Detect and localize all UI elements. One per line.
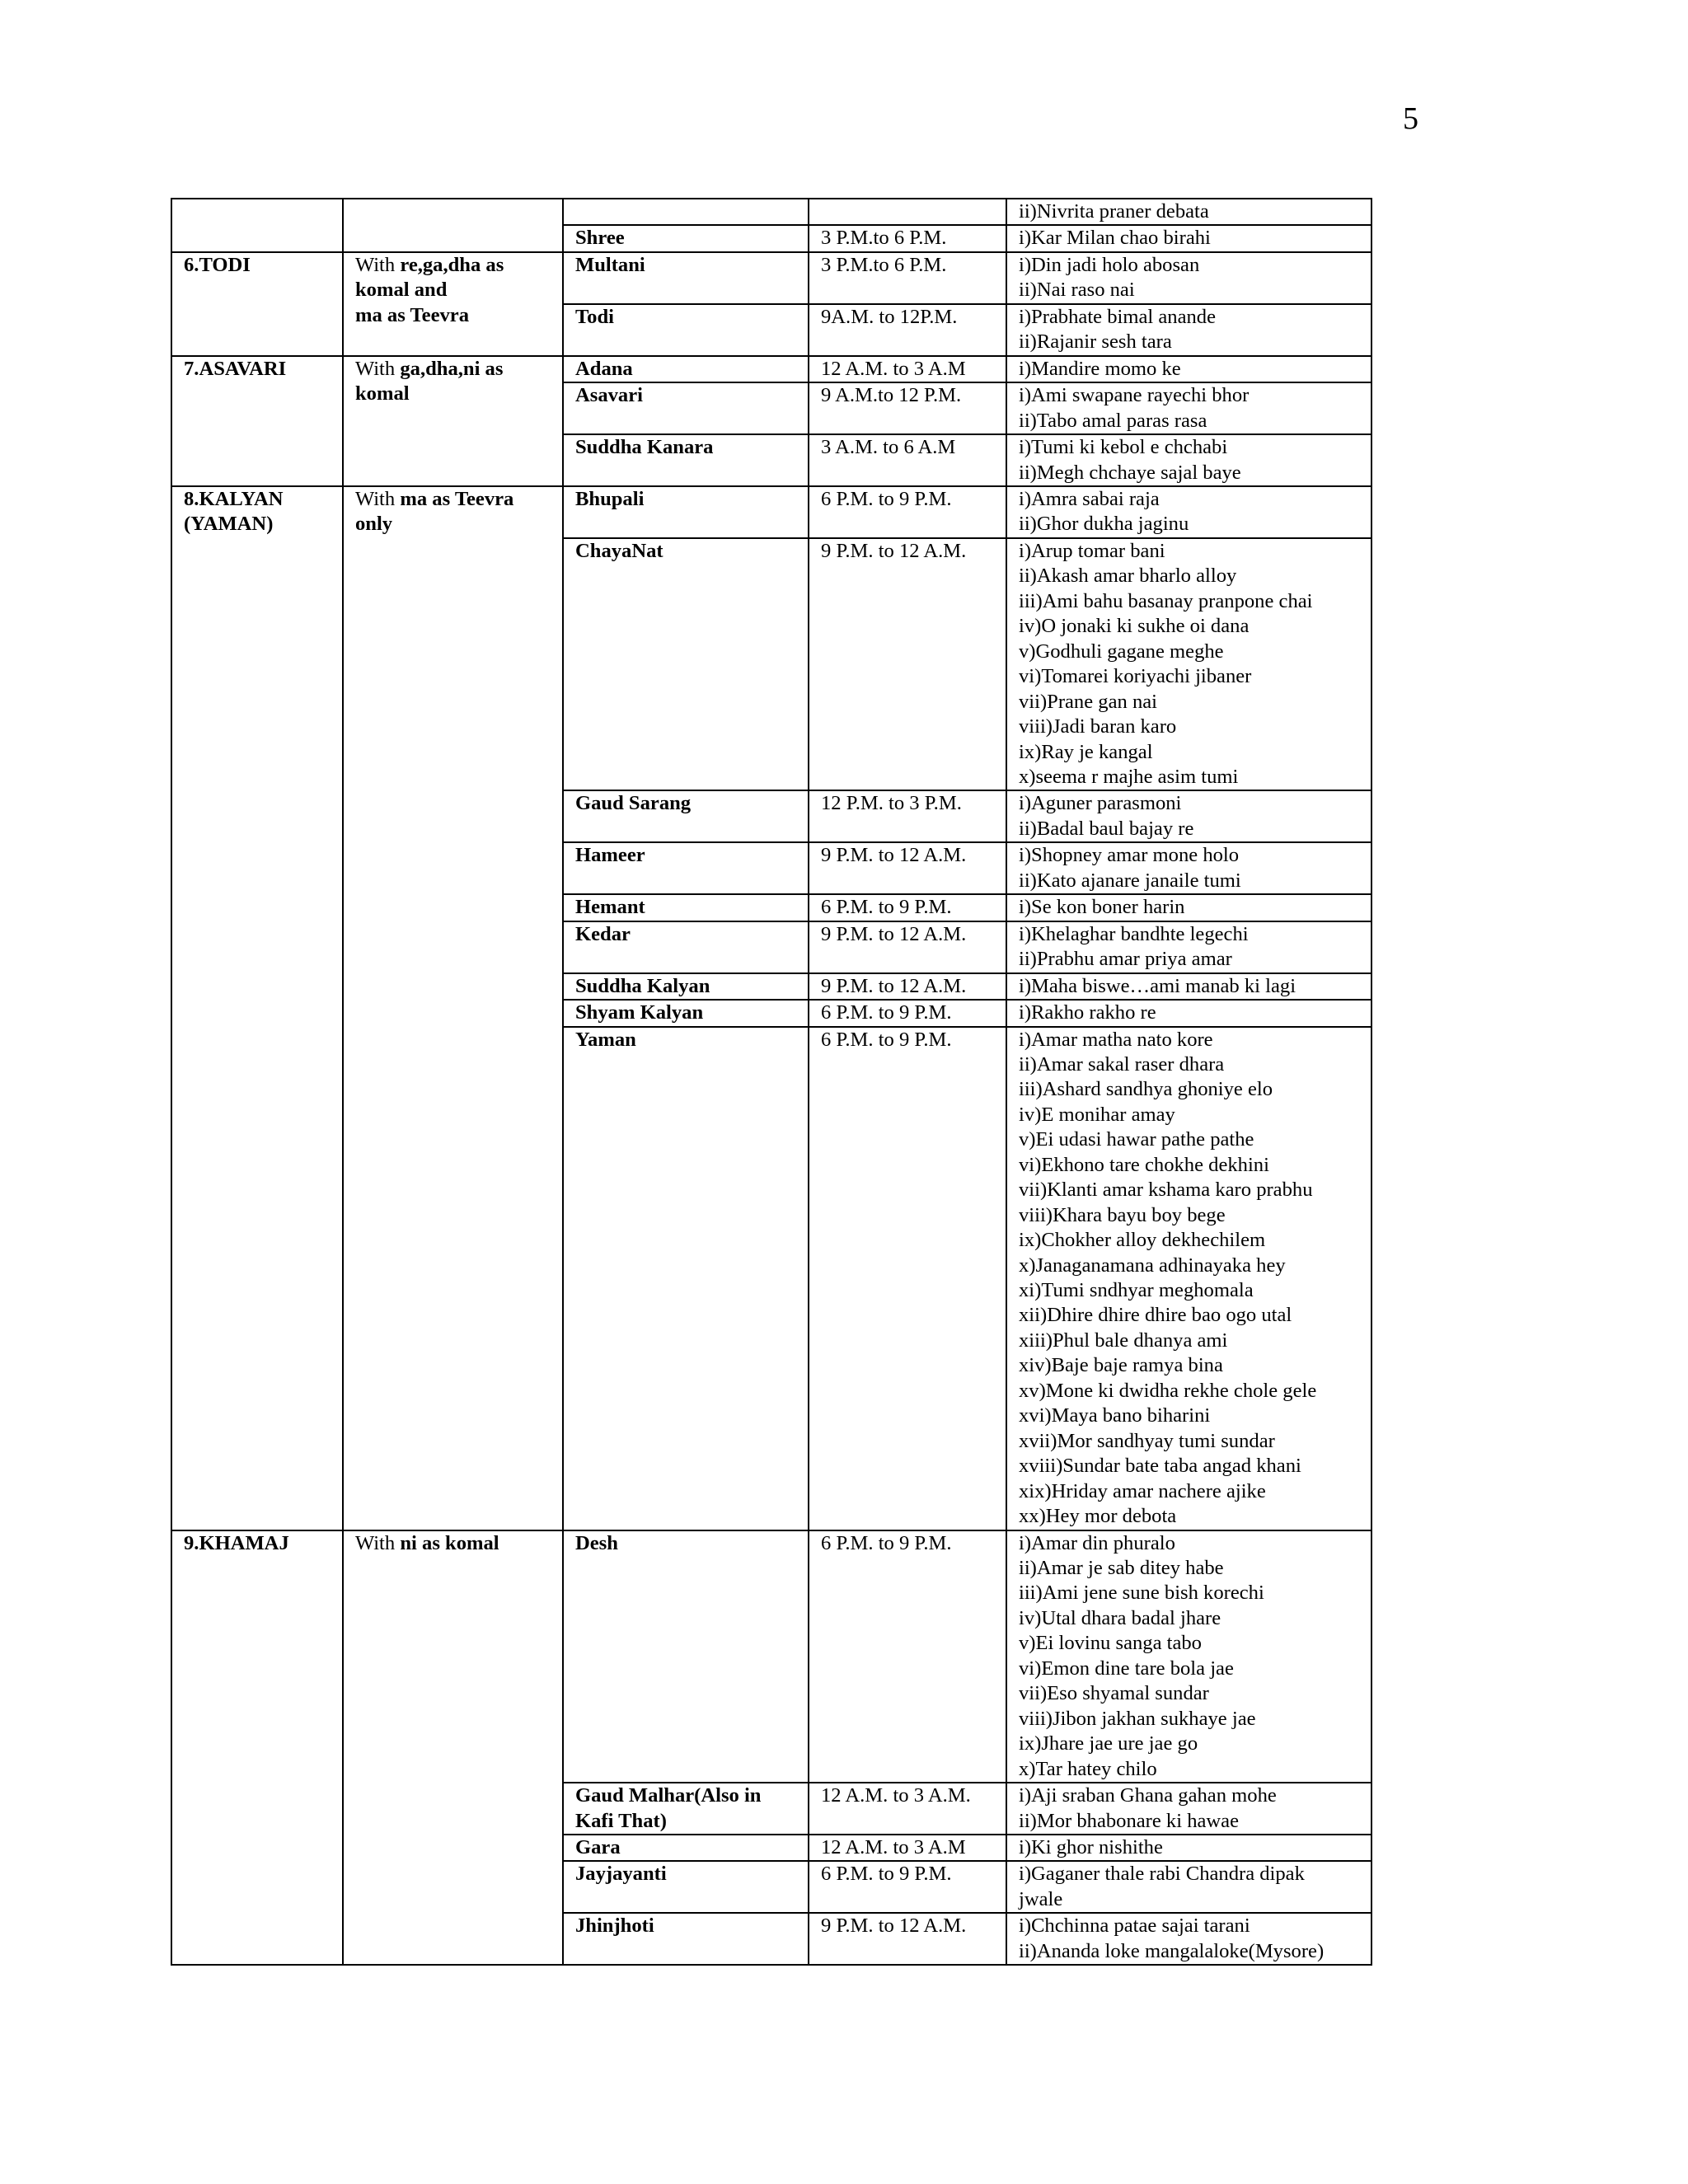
raga-time-cell (809, 842, 1006, 894)
table-row (171, 1530, 1372, 1783)
song-title: xii)Dhire dhire dhire bao ogo utal (1019, 1304, 1292, 1327)
raga-time-cell (809, 921, 1006, 973)
description-segment: as komal (422, 1531, 499, 1554)
song-title: viii)Khara bayu boy bege (1019, 1203, 1226, 1226)
song-title: i)Prabhate bimal anande (1019, 305, 1217, 328)
raga-name: Kafi That) (575, 1809, 667, 1832)
raga-name-cell (563, 894, 809, 921)
song-title: ii)Akash amar bharlo alloy (1019, 565, 1237, 588)
raga-name: Todi (575, 305, 614, 328)
page-number: 5 (1403, 101, 1418, 136)
thaat-name: (YAMAN) (184, 513, 274, 536)
song-title: iv)Utal dhara badal jhare (1019, 1606, 1221, 1629)
thaat-description-line (355, 278, 562, 302)
thaat-description-line (355, 382, 562, 406)
song-title: i)Maha biswe…ami manab ki lagi (1019, 974, 1296, 997)
raga-songs-cell (1006, 1027, 1372, 1530)
song-title: iv)O jonaki ki sukhe oi dana (1019, 615, 1250, 638)
raga-name-cell (563, 1835, 809, 1861)
raga-name: Gaud Sarang (575, 792, 692, 815)
song-title: i)Amra sabai raja (1019, 487, 1160, 510)
raga-time: 12 A.M. to 3 A.M. (821, 1784, 971, 1807)
thaat-name-cell (171, 252, 343, 356)
raga-name: Suddha Kanara (575, 436, 714, 459)
song-title: xi)Tumi sndhyar meghomala (1019, 1279, 1254, 1302)
raga-songs-cell (1006, 921, 1372, 973)
thaat-description-line (355, 253, 562, 278)
raga-time: 9 P.M. to 12 A.M. (821, 1915, 967, 1938)
song-title: xvi)Maya bano biharini (1019, 1404, 1211, 1427)
description-segment: komal (355, 382, 410, 405)
song-title: i)Rakho rakho re (1019, 1001, 1156, 1024)
song-title: v)Ei udasi hawar pathe pathe (1019, 1128, 1254, 1151)
song-title: i)Ami swapane rayechi bhor (1019, 384, 1250, 407)
raga-time: 6 P.M. to 9 P.M. (821, 1028, 952, 1051)
raga-time: 6 P.M. to 9 P.M. (821, 1531, 952, 1554)
song-title: ii)Nai raso nai (1019, 279, 1135, 302)
thaat-description-cell (343, 1530, 563, 1966)
raga-name: Shyam Kalyan (575, 1001, 704, 1024)
thaat-description-cell (343, 356, 563, 486)
raga-time: 6 P.M. to 9 P.M. (821, 487, 952, 510)
song-title: i)Khelaghar bandhte legechi (1019, 922, 1249, 945)
raga-time: 9 P.M. to 12 A.M. (821, 974, 967, 997)
raga-table-body (171, 199, 1372, 1965)
raga-name: Desh (575, 1531, 618, 1554)
song-title: vii)Prane gan nai (1019, 690, 1158, 713)
song-title: ii)Rajanir sesh tara (1019, 330, 1172, 354)
raga-time: 12 A.M. to 3 A.M (821, 357, 966, 380)
raga-name-cell (563, 1913, 809, 1965)
raga-time: 3 P.M.to 6 P.M. (821, 253, 947, 276)
raga-time-cell (809, 1835, 1006, 1861)
raga-name-cell (563, 486, 809, 538)
raga-time-cell (809, 304, 1006, 356)
raga-songs-cell (1006, 356, 1372, 382)
song-title: i)Arup tomar bani (1019, 539, 1165, 562)
song-title: i)Aguner parasmoni (1019, 792, 1182, 815)
raga-songs-cell (1006, 1783, 1372, 1835)
thaat-description-line (355, 512, 562, 537)
song-title: viii)Jadi baran karo (1019, 715, 1177, 738)
song-title: ix)Ray je kangal (1019, 740, 1153, 763)
song-title: ii)Kato ajanare janaile tumi (1019, 869, 1241, 892)
song-title: ii)Megh chchaye sajal baye (1019, 461, 1241, 484)
raga-time-cell (809, 1000, 1006, 1026)
raga-time: 3 A.M. to 6 A.M (821, 436, 956, 459)
raga-time: 6 P.M. to 9 P.M. (821, 1863, 952, 1886)
raga-name: Jayjayanti (575, 1863, 667, 1886)
description-segment: ma as Teevra (400, 487, 514, 510)
raga-time-cell (809, 1783, 1006, 1835)
song-title: vi)Ekhono tare chokhe dekhini (1019, 1153, 1269, 1176)
raga-name: Multani (575, 253, 645, 276)
raga-time-cell (809, 356, 1006, 382)
raga-songs-cell (1006, 434, 1372, 486)
song-title: xx)Hey mor debota (1019, 1505, 1177, 1528)
song-title: ii)Prabhu amar priya amar (1019, 948, 1232, 971)
raga-name: Hemant (575, 896, 645, 919)
thaat-description-cell (343, 486, 563, 1530)
raga-time-cell (809, 1530, 1006, 1783)
song-title: ix)Jhare jae ure jae go (1019, 1732, 1198, 1755)
description-segment: komal and (355, 279, 448, 302)
raga-songs-cell (1006, 199, 1372, 225)
raga-time-cell (809, 973, 1006, 1000)
raga-time-cell (809, 199, 1006, 225)
raga-name-cell (563, 225, 809, 251)
song-title: ii)Badal baul bajay re (1019, 817, 1194, 840)
song-title: viii)Jibon jakhan sukhaye jae (1019, 1707, 1256, 1730)
raga-time-cell (809, 225, 1006, 251)
song-title: xvii)Mor sandhyay tumi sundar (1019, 1429, 1275, 1452)
description-segment: ma as Teevra (355, 303, 469, 326)
song-title: jwale (1019, 1887, 1063, 1910)
song-title: x)Tar hatey chilo (1019, 1757, 1157, 1780)
raga-name: Gara (575, 1836, 621, 1858)
raga-name-cell (563, 199, 809, 225)
raga-songs-cell (1006, 538, 1372, 791)
song-title: vii)Eso shyamal sundar (1019, 1682, 1209, 1705)
song-title: ii)Amar sakal raser dhara (1019, 1052, 1225, 1076)
thaat-name: 9.KHAMAJ (184, 1531, 289, 1554)
raga-time-cell (809, 894, 1006, 921)
song-title: xiv)Baje baje ramya bina (1019, 1354, 1223, 1377)
raga-songs-cell (1006, 486, 1372, 538)
table-row (171, 356, 1372, 382)
thaat-name: 7.ASAVARI (184, 357, 287, 380)
song-title: i)Shopney amar mone holo (1019, 844, 1240, 867)
song-title: iii)Ami jene sune bish korechi (1019, 1582, 1264, 1605)
raga-time-cell (809, 486, 1006, 538)
table-row (171, 486, 1372, 538)
song-title: i)Chchinna patae sajai tarani (1019, 1915, 1250, 1938)
raga-songs-cell (1006, 1835, 1372, 1861)
raga-songs-cell (1006, 304, 1372, 356)
song-title: iii)Ashard sandhya ghoniye elo (1019, 1078, 1273, 1101)
raga-time-cell (809, 1861, 1006, 1913)
song-title: ii)Amar je sab ditey habe (1019, 1557, 1224, 1580)
description-segment: With (355, 487, 401, 510)
raga-name-cell (563, 356, 809, 382)
song-title: x)seema r majhe asim tumi (1019, 765, 1239, 788)
song-title: iii)Ami bahu basanay pranpone chai (1019, 589, 1313, 612)
raga-name-cell (563, 1783, 809, 1835)
raga-songs-cell (1006, 1530, 1372, 1783)
raga-time: 9 P.M. to 12 A.M. (821, 922, 967, 945)
raga-songs-cell (1006, 1913, 1372, 1965)
thaat-description-line (355, 1531, 562, 1556)
thaat-name: 8.KALYAN (184, 487, 284, 510)
description-segment: ni (400, 1531, 417, 1554)
song-title: ii)Tabo amal paras rasa (1019, 409, 1207, 432)
table-row (171, 252, 1372, 304)
raga-name-cell (563, 921, 809, 973)
raga-songs-cell (1006, 252, 1372, 304)
description-segment: With (355, 357, 401, 380)
raga-time: 9 P.M. to 12 A.M. (821, 539, 967, 562)
raga-songs-cell (1006, 973, 1372, 1000)
raga-name: Gaud Malhar(Also in (575, 1784, 762, 1807)
raga-songs-cell (1006, 1000, 1372, 1026)
raga-time: 6 P.M. to 9 P.M. (821, 1001, 952, 1024)
song-title: iv)E monihar amay (1019, 1103, 1175, 1126)
raga-time: 9A.M. to 12P.M. (821, 305, 958, 328)
song-title: i)Tumi ki kebol e chchabi (1019, 436, 1228, 459)
raga-songs-cell (1006, 382, 1372, 434)
raga-name-cell (563, 1861, 809, 1913)
raga-time-cell (809, 252, 1006, 304)
raga-time-cell (809, 1027, 1006, 1530)
raga-time: 6 P.M. to 9 P.M. (821, 896, 952, 919)
thaat-name-cell (171, 1530, 343, 1966)
description-segment: ga,dha,ni as (400, 357, 504, 380)
raga-time: 3 P.M.to 6 P.M. (821, 227, 947, 250)
raga-name: Kedar (575, 922, 631, 945)
raga-songs-cell (1006, 894, 1372, 921)
raga-name-cell (563, 434, 809, 486)
song-title: ii)Ananda loke mangalaloke(Mysore) (1019, 1939, 1325, 1962)
description-segment: only (355, 513, 393, 536)
song-title: vi)Emon dine tare bola jae (1019, 1657, 1234, 1680)
thaat-description-line (355, 487, 562, 512)
song-title: ix)Chokher alloy dekhechilem (1019, 1229, 1266, 1252)
raga-time: 12 P.M. to 3 P.M. (821, 792, 962, 815)
thaat-name-cell (171, 199, 343, 252)
raga-name-cell (563, 1000, 809, 1026)
thaat-name: 6.TODI (184, 253, 251, 276)
song-title: i)Din jadi holo abosan (1019, 253, 1200, 276)
song-title: v)Ei lovinu sanga tabo (1019, 1632, 1202, 1655)
description-segment: With (355, 1531, 401, 1554)
raga-table (171, 198, 1372, 1966)
song-title: i)Ki ghor nishithe (1019, 1836, 1163, 1858)
thaat-name-cell (171, 356, 343, 486)
song-title: v)Godhuli gagane meghe (1019, 640, 1224, 663)
raga-time: 12 A.M. to 3 A.M (821, 1836, 966, 1858)
song-title: i)Kar Milan chao birahi (1019, 227, 1211, 250)
raga-name: Jhinjhoti (575, 1915, 654, 1938)
song-title: i)Gaganer thale rabi Chandra dipak (1019, 1863, 1305, 1886)
raga-time-cell (809, 382, 1006, 434)
song-title: xviii)Sundar bate taba angad khani (1019, 1455, 1301, 1478)
raga-name: Adana (575, 357, 633, 380)
raga-name-cell (563, 973, 809, 1000)
raga-name-cell (563, 1027, 809, 1530)
raga-songs-cell (1006, 842, 1372, 894)
thaat-description-cell (343, 199, 563, 252)
description-segment: re,ga,dha as (400, 253, 504, 276)
song-title: i)Aji sraban Ghana gahan mohe (1019, 1784, 1277, 1807)
song-title: xv)Mone ki dwidha rekhe chole gele (1019, 1379, 1317, 1402)
song-title: i)Amar matha nato kore (1019, 1028, 1213, 1051)
raga-name: Shree (575, 227, 625, 250)
raga-songs-cell (1006, 1861, 1372, 1913)
raga-time-cell (809, 790, 1006, 842)
song-title: x)Janaganamana adhinayaka hey (1019, 1254, 1286, 1277)
raga-name: Asavari (575, 384, 643, 407)
raga-time: 9 A.M.to 12 P.M. (821, 384, 962, 407)
raga-name: Suddha Kalyan (575, 974, 710, 997)
raga-time-cell (809, 538, 1006, 791)
song-title: i)Mandire momo ke (1019, 357, 1181, 380)
raga-name-cell (563, 790, 809, 842)
song-title: xiii)Phul bale dhanya ami (1019, 1329, 1228, 1352)
song-title: vi)Tomarei koriyachi jibaner (1019, 665, 1252, 688)
song-title: ii)Ghor dukha jaginu (1019, 513, 1189, 536)
song-title: ii)Mor bhabonare ki hawae (1019, 1809, 1240, 1832)
raga-name: Hameer (575, 844, 645, 867)
song-title: vii)Klanti amar kshama karo prabhu (1019, 1179, 1313, 1202)
thaat-description-cell (343, 252, 563, 356)
raga-name-cell (563, 252, 809, 304)
song-title: xix)Hriday amar nachere ajike (1019, 1479, 1266, 1502)
song-title: i)Se kon boner harin (1019, 896, 1185, 919)
thaat-description-line (355, 357, 562, 382)
song-title: i)Amar din phuralo (1019, 1531, 1175, 1554)
raga-name: Yaman (575, 1028, 636, 1051)
raga-name-cell (563, 842, 809, 894)
raga-name-cell (563, 1530, 809, 1783)
raga-name-cell (563, 304, 809, 356)
raga-time-cell (809, 434, 1006, 486)
thaat-description-line (355, 303, 562, 328)
raga-songs-cell (1006, 225, 1372, 251)
song-title: ii)Nivrita praner debata (1019, 200, 1209, 223)
table-row (171, 199, 1372, 225)
raga-time-cell (809, 1913, 1006, 1965)
raga-name: Bhupali (575, 487, 645, 510)
thaat-name-cell (171, 486, 343, 1530)
raga-songs-cell (1006, 790, 1372, 842)
description-segment: With (355, 253, 401, 276)
raga-name-cell (563, 538, 809, 791)
raga-name: ChayaNat (575, 539, 663, 562)
raga-time: 9 P.M. to 12 A.M. (821, 844, 967, 867)
raga-name-cell (563, 382, 809, 434)
